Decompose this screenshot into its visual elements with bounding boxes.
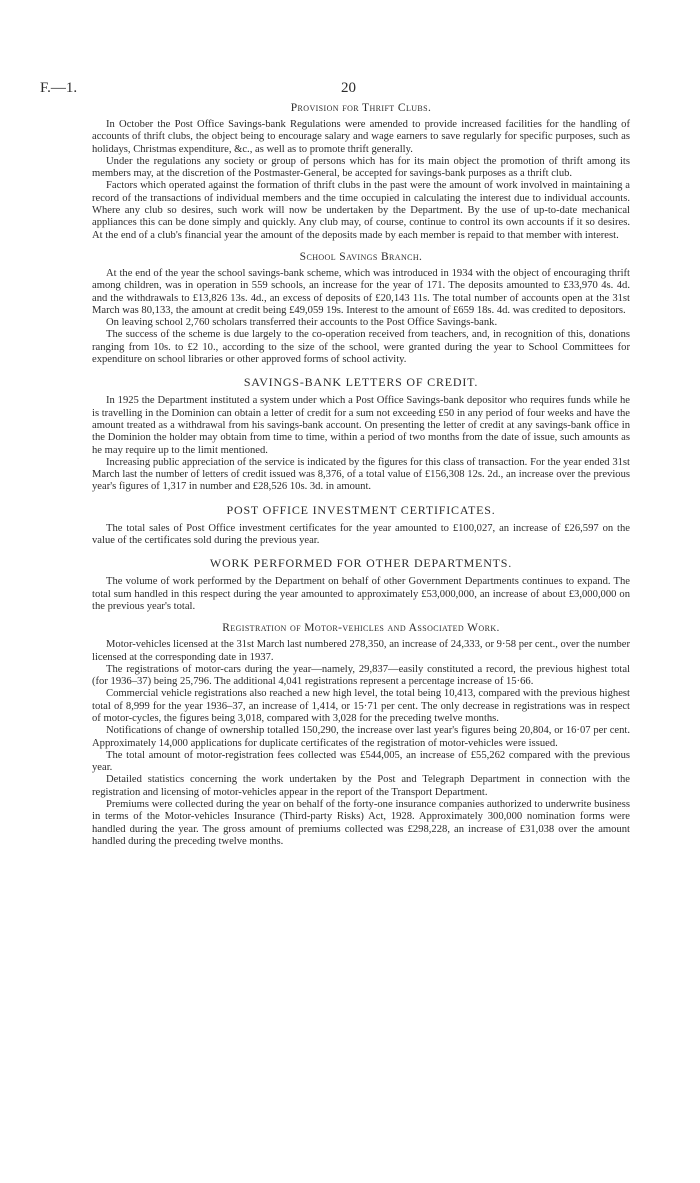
paragraph: The success of the scheme is due largely to the co-operation received from teachers, and, in recognition of this, donations ranging from 10s. to £2 10., according to the size of the school, were granted during the year to School Committees for expenditure on school libraries or other approved forms of school activity. <box>92 329 630 366</box>
paragraph: Detailed statistics concerning the work undertaken by the Post and Telegraph Department in connection with the registration and licensing of motor-vehicles appear in the report of the Transport Department. <box>92 774 630 798</box>
paragraph: The registrations of motor-cars during the year—namely, 29,837—easily constituted a record, the previous highest total (for 1936–37) being 25,796. The additional 4,041 registrations represent a percentage increase of 15·66. <box>92 663 630 688</box>
paragraph: In October the Post Office Savings-bank Regulations were amended to provide increased facilities for the handling of accounts of thrift clubs, the object being to encourage salary and wage earners to save regularly for specific purposes, such as holidays, Christmas expenditure, &c., as well as to promote thrift generally. <box>92 119 630 155</box>
paragraph: The total sales of Post Office investment certificates for the year amounted to £100,027, an increase of £26,597 on the value of the certificates sold during the previous year. <box>92 522 630 547</box>
paragraph: Commercial vehicle registrations also reached a new high level, the total being 10,413, compared with the previous highest total of 8,999 for the year 1936–37, an increase of 1,414, or 15·71 per cent. The only decrease in registrations was in respect of motor-cycles, the figures being 3,018, compared with 3,028 for the preceding twelve months. <box>92 688 630 724</box>
section-heading-school-savings: School Savings Branch. <box>299 250 423 263</box>
paragraph: In 1925 the Department instituted a system under which a Post Office Savings-bank depositor who requires funds while he is travelling in the Dominion can obtain a letter of credit for a sum not exceeding £50 in any period of four weeks and have the amount treated as a withdrawal from his savings-bank account. On presenting the letter of credit at any savings-bank office in the Dominion the holder may obtain from time to time, within a period of two months from the date of issue, such amounts as he may require up to the limit mentioned. <box>92 395 630 456</box>
paragraph: The total amount of motor-registration fees collected was £544,005, an increase of £55,262 compared with the previous year. <box>92 749 630 774</box>
paragraph: Under the regulations any society or group of persons which has for its main object the promotion of thrift among its members may, at the discretion of the Postmaster-General, be accepted for savings-bank purposes as a thrift club. <box>92 155 630 180</box>
paragraph: On leaving school 2,760 scholars transferred their accounts to the Post Office Savings-bank. <box>106 317 498 329</box>
paragraph: At the end of the year the school savings-bank scheme, which was introduced in 1934 with the object of encouraging thrift among children, was in operation in 559 schools, an increase for the year of 171. The deposits amounted to £33,970 4s. 4d. and the withdrawals to £13,826 13s. 4d., an excess of deposits of £20,143 11s. The total number of accounts open at the 31st March was 80,133, the amount at credit being £49,059 19s. Interest to the amount of £659 18s. 4d. was credited to depositors. <box>92 267 630 316</box>
section-heading-letters-of-credit: SAVINGS-BANK LETTERS OF CREDIT. <box>243 375 479 390</box>
paragraph: Notifications of change of ownership totalled 150,290, the increase over last year's figures being 20,804, or 16·07 per cent. Approximately 14,000 applications for duplicate certificates of the registration of motor-vehicles were issued. <box>92 725 630 749</box>
section-heading-investment-certificates: POST OFFICE INVESTMENT CERTIFICATES. <box>226 502 496 517</box>
section-heading-other-departments: WORK PERFORMED FOR OTHER DEPARTMENTS. <box>209 556 513 571</box>
section-heading-motor-vehicles: Registration of Motor-vehicles and Associated Work. <box>222 622 500 635</box>
paragraph: Factors which operated against the formation of thrift clubs in the past were the amount of work involved in maintaining a record of the transactions of individual members and the time occupied in calculating the interest due to individual accounts. Where any club so desires, such work will now be undertaken by the Department. By the use of up-to-date mechanical appliances this can be done simply and quickly. Any club may, of course, continue to control its own accounts if it so desires. At the end of a club's financial year the amount of the deposits made by each member is repaid to that member with interest. <box>92 180 630 241</box>
paragraph: The volume of work performed by the Department on behalf of other Government Departments continues to expand. The total sum handled in this respect during the year amounted to approximately £53,000,000, an increase of about £3,000,000 on the previous year's total. <box>92 576 630 612</box>
paragraph: Motor-vehicles licensed at the 31st March last numbered 278,350, an increase of 24,333, or 9·58 per cent., over the number licensed at the corresponding date in 1937. <box>92 639 630 663</box>
paragraph: Increasing public appreciation of the service is indicated by the figures for this class of transaction. For the year ended 31st March last the number of letters of credit issued was 8,376, of a total value of £156,308 12s. 2d., an increase over the previous year's figures of 1,317 in number and £28,526 10s. 3d. in amount. <box>92 456 630 493</box>
page-reference: F.—1. <box>40 80 78 96</box>
section-heading-thrift-clubs: Provision for Thrift Clubs. <box>290 102 432 114</box>
paragraph: Premiums were collected during the year on behalf of the forty-one insurance companies authorized to underwrite business in terms of the Motor-vehicles Insurance (Third-party Risks) Act, 1928. Approximately 300,000 nomination forms were handled during the year. The gross amount of premiums collected was £298,228, an increase of £31,038 over the amount handled during the preceding twelve months. <box>92 799 630 847</box>
page-number: 20 <box>341 80 356 96</box>
